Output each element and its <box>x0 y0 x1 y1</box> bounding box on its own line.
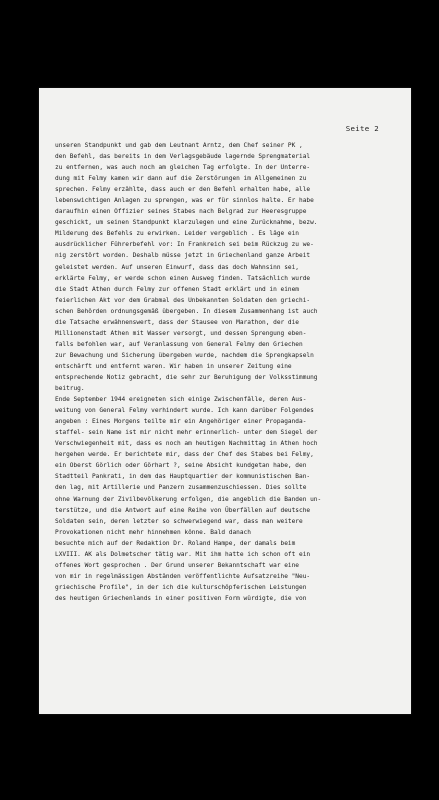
text-line: sprechen. Felmy erzählte, dass auch er den Befehl erhalten habe, alle <box>55 186 311 194</box>
text-line: dung mit Felmy kamen wir dann auf die Zerstörungen im Allgemeinen zu <box>55 175 307 183</box>
text-line: Provokationen nicht mehr hinnehmen könne. Bald danach <box>55 528 251 536</box>
page-number: Seite 2 <box>345 124 379 133</box>
text-line: daraufhin einen Offizier seines Stabes nach Belgrad zur Heeresgruppe <box>55 208 307 216</box>
text-line: Stadtteil Pankrati, in dem das Hauptquartier der kommunistischen Ban- <box>55 473 311 481</box>
text-line: ein Oberst Görlich oder Görhart ?, seine Absicht kundgetan habe, den <box>55 462 307 470</box>
text-line: Verschwiegenheit mit, dass es noch am heutigen Nachmittag in Athen hoch <box>55 440 318 448</box>
text-line: feierlichen Akt vor dem Grabmal des Unbekannten Soldaten den griechi- <box>55 296 311 304</box>
text-line: besuchte mich auf der Redaktion Dr. Roland Hampe, der damals beim <box>55 539 296 547</box>
text-line: geleistet werden. Auf unseren Einwurf, dass das doch Wahnsinn sei, <box>55 263 300 271</box>
text-line: griechische Profile", in der ich die kulturschöpferischen Leistungen <box>55 583 307 591</box>
text-line: entsprechende Notiz gebracht, die sehr zur Beruhigung der Volksstimmung <box>55 373 318 381</box>
text-line: angeben : Eines Morgens teilte mir ein Angehöriger einer Propaganda- <box>55 418 307 426</box>
text-line: schen Behörden ordnungsgemäß übergeben. In diesem Zusammenhang ist auch <box>55 307 318 315</box>
text-line: ausdrücklicher Führerbefehl vor: In Frankreich sei beim Rückzug zu we- <box>55 241 314 249</box>
text-line: den lag, mit Artillerie und Panzern zusammenzuschiessen. Dies sollte <box>55 484 307 492</box>
text-line: falls befohlen war, auf Veranlassung von General Felmy den Griechen <box>55 340 303 348</box>
text-line: geschickt, um seinen Standpunkt klarzulegen und eine Zurücknahme, bezw. <box>55 219 318 227</box>
text-line: von mir in regelmässigen Abständen veröffentlichte Aufsatzreihe "Neu- <box>55 572 311 580</box>
text-line: staffel- sein Name ist mir nicht mehr erinnerlich- unter dem Siegel der <box>55 429 318 437</box>
text-line: unseren Standpunkt und gab dem Leutnant Arntz, dem Chef seiner PK , <box>55 142 303 149</box>
text-line: die Stadt Athen durch Felmy zur offenen Stadt erklärt und in einem <box>55 285 300 293</box>
text-line: zur Bewachung und Sicherung übergeben wurde, nachdem die Sprengkapseln <box>55 351 314 359</box>
text-line: LXVIII. AK als Dolmetscher tätig war. Mit ihm hatte ich schon oft ein <box>55 550 311 558</box>
text-line: erklärte Felmy, er werde schon einen Ausweg finden. Tatsächlich wurde <box>55 274 311 282</box>
document-page <box>39 88 411 714</box>
text-line: Soldaten sein, deren letzter so schwerwiegend war, dass man weitere <box>55 517 303 525</box>
text-line: lebenswichtigen Anlagen zu sprengen, was er für sinnlos halte. Er habe <box>55 197 314 205</box>
text-line: entschärft und entfernt waren. Wir haben in unserer Zeitung eine <box>55 362 292 370</box>
text-line: des heutigen Griechenlands in einer positiven Form würdigte, die von <box>55 594 307 602</box>
text-line: nig zerstört worden. Deshalb müsse jetzt in Griechenland ganze Arbeit <box>55 252 311 260</box>
text-line: Ende September 1944 ereigneten sich einige Zwischenfälle, deren Aus- <box>55 396 307 404</box>
text-line: terstütze, und die Antwort auf eine Reihe von Überfällen auf deutsche <box>55 506 311 514</box>
text-line: Millionenstadt Athen mit Wasser versorgt, und dessen Sprengung eben- <box>55 329 307 337</box>
text-line: die Tatsache erwähnenswert, dass der Stausee von Marathon, der die <box>55 318 300 326</box>
body-text <box>55 140 403 604</box>
text-line: zu entfernen, was auch noch am gleichen Tag erfolgte. In der Unterre- <box>55 164 311 172</box>
text-line: hergehen werde. Er berichtete mir, dass der Chef des Stabes bei Felmy, <box>55 451 314 459</box>
text-line: Milderung des Befehls zu erwirken. Leider vergeblich . Es läge ein <box>55 230 300 238</box>
text-line: ohne Warnung der Zivilbevölkerung erfolgen, die angeblich die Banden un- <box>55 495 322 503</box>
text-line: weitung von General Felmy verhindert wurde. Ich kann darüber Folgendes <box>55 407 314 415</box>
text-line: offenes Wort gesprochen . Der Grund unserer Bekanntschaft war eine <box>55 561 300 569</box>
text-line: beitrug. <box>55 385 85 393</box>
text-line: den Befehl, das bereits in dem Verlagsgebäude lagernde Sprengmaterial <box>55 153 311 161</box>
